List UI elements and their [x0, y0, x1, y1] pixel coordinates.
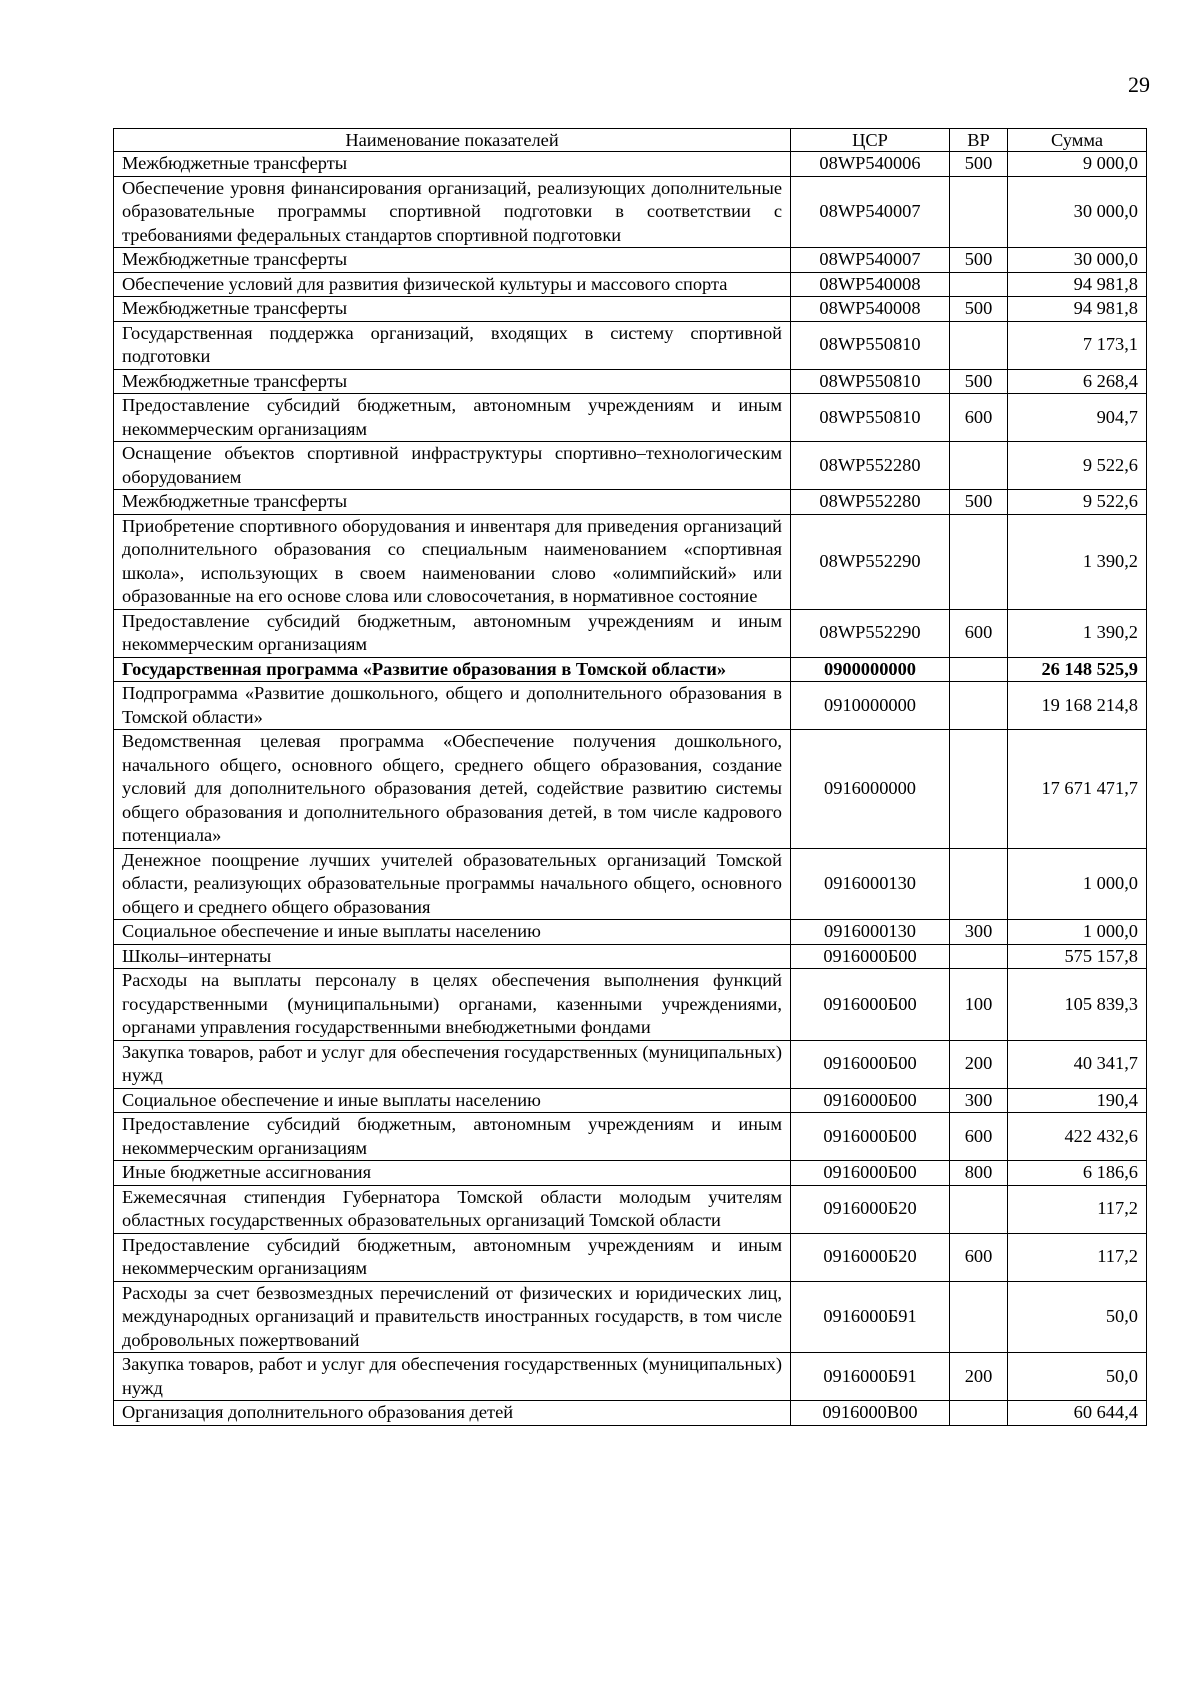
cell-csr: 0916000000 — [791, 730, 950, 849]
table-row — [114, 272, 1147, 297]
cell-sum: 94 981,8 — [1008, 272, 1147, 297]
cell-name: Предоставление субсидий бюджетным, автономным учреждениям и иным некоммерческим организациям — [114, 1113, 791, 1161]
cell-csr: 08WP540007 — [791, 248, 950, 273]
cell-sum: 904,7 — [1008, 394, 1147, 442]
table-row — [114, 920, 1147, 945]
cell-sum: 9 522,6 — [1008, 490, 1147, 515]
cell-name: Закупка товаров, работ и услуг для обеспечения государственных (муниципальных) нужд — [114, 1040, 791, 1088]
cell-vr: 500 — [950, 490, 1008, 515]
cell-vr: 200 — [950, 1353, 1008, 1401]
cell-name: Межбюджетные трансферты — [114, 152, 791, 177]
table-row — [114, 1233, 1147, 1281]
cell-sum: 1 000,0 — [1008, 848, 1147, 920]
table-row — [114, 969, 1147, 1041]
cell-name: Школы–интернаты — [114, 944, 791, 969]
cell-vr: 300 — [950, 920, 1008, 945]
cell-sum: 30 000,0 — [1008, 176, 1147, 248]
cell-csr: 0916000130 — [791, 848, 950, 920]
cell-vr: 100 — [950, 969, 1008, 1041]
cell-sum: 30 000,0 — [1008, 248, 1147, 273]
table-row — [114, 657, 1147, 682]
cell-sum: 9 522,6 — [1008, 442, 1147, 490]
table-row — [114, 1113, 1147, 1161]
cell-csr: 0916000В00 — [791, 1401, 950, 1426]
cell-sum: 40 341,7 — [1008, 1040, 1147, 1088]
cell-vr — [950, 1185, 1008, 1233]
cell-vr — [950, 657, 1008, 682]
cell-name: Подпрограмма «Развитие дошкольного, общего и дополнительного образования в Томской области» — [114, 682, 791, 730]
cell-vr: 500 — [950, 297, 1008, 322]
cell-sum: 1 390,2 — [1008, 609, 1147, 657]
cell-sum: 26 148 525,9 — [1008, 657, 1147, 682]
cell-name: Государственная программа «Развитие образования в Томской области» — [114, 657, 791, 682]
table-row — [114, 321, 1147, 369]
cell-csr: 08WP550810 — [791, 321, 950, 369]
cell-vr: 500 — [950, 369, 1008, 394]
cell-vr: 500 — [950, 248, 1008, 273]
cell-sum: 7 173,1 — [1008, 321, 1147, 369]
header-name: Наименование показателей — [114, 129, 791, 152]
cell-name: Обеспечение уровня финансирования организаций, реализующих дополнительные образовательные программы спортивной подготовки в соответствии с требованиями федеральных стандартов спортивной подготовки — [114, 176, 791, 248]
cell-name: Обеспечение условий для развития физической культуры и массового спорта — [114, 272, 791, 297]
cell-csr: 0916000Б00 — [791, 1040, 950, 1088]
cell-sum: 422 432,6 — [1008, 1113, 1147, 1161]
table-row — [114, 609, 1147, 657]
header-csr: ЦСР — [791, 129, 950, 152]
cell-sum: 190,4 — [1008, 1088, 1147, 1113]
cell-vr — [950, 176, 1008, 248]
cell-name: Приобретение спортивного оборудования и инвентаря для приведения организаций дополнительного образования со специальным наименованием «спортивная школа», использующих в своем наименовании слово «олимпийский» или образованные на его основе слова или словосочетания, в нормативное состояние — [114, 514, 791, 609]
cell-csr: 08WP552280 — [791, 442, 950, 490]
cell-csr: 0900000000 — [791, 657, 950, 682]
cell-name: Иные бюджетные ассигнования — [114, 1161, 791, 1186]
table-row — [114, 1040, 1147, 1088]
budget-table — [113, 128, 1147, 1426]
cell-vr — [950, 272, 1008, 297]
cell-sum: 9 000,0 — [1008, 152, 1147, 177]
table-header-row — [114, 129, 1147, 152]
table-row — [114, 490, 1147, 515]
cell-sum: 6 268,4 — [1008, 369, 1147, 394]
cell-csr: 08WP540006 — [791, 152, 950, 177]
cell-name: Организация дополнительного образования детей — [114, 1401, 791, 1426]
cell-vr: 600 — [950, 394, 1008, 442]
cell-name: Расходы на выплаты персоналу в целях обеспечения выполнения функций государственными (муниципальными) органами, казенными учреждениями, органами управления государственными внебюджетными фондами — [114, 969, 791, 1041]
table-row — [114, 442, 1147, 490]
cell-csr: 0916000Б91 — [791, 1281, 950, 1353]
cell-csr: 08WP552290 — [791, 609, 950, 657]
table-row — [114, 369, 1147, 394]
header-vr: ВР — [950, 129, 1008, 152]
cell-csr: 0916000130 — [791, 920, 950, 945]
cell-vr: 200 — [950, 1040, 1008, 1088]
table-row — [114, 514, 1147, 609]
cell-sum: 575 157,8 — [1008, 944, 1147, 969]
table-body — [114, 152, 1147, 1426]
cell-vr — [950, 1401, 1008, 1426]
table-row — [114, 248, 1147, 273]
cell-sum: 117,2 — [1008, 1185, 1147, 1233]
header-sum: Сумма — [1008, 129, 1147, 152]
cell-csr: 0916000Б00 — [791, 969, 950, 1041]
table-row — [114, 1281, 1147, 1353]
cell-name: Предоставление субсидий бюджетным, автономным учреждениям и иным некоммерческим организациям — [114, 394, 791, 442]
table-row — [114, 152, 1147, 177]
cell-sum: 50,0 — [1008, 1281, 1147, 1353]
cell-csr: 0916000Б00 — [791, 1088, 950, 1113]
cell-sum: 60 644,4 — [1008, 1401, 1147, 1426]
cell-vr — [950, 682, 1008, 730]
cell-csr: 08WP540007 — [791, 176, 950, 248]
cell-name: Межбюджетные трансферты — [114, 248, 791, 273]
cell-vr: 300 — [950, 1088, 1008, 1113]
cell-csr: 0916000Б00 — [791, 1113, 950, 1161]
cell-sum: 19 168 214,8 — [1008, 682, 1147, 730]
cell-sum: 50,0 — [1008, 1353, 1147, 1401]
table-row — [114, 1401, 1147, 1426]
cell-csr: 0916000Б20 — [791, 1185, 950, 1233]
table-row — [114, 176, 1147, 248]
cell-csr: 0910000000 — [791, 682, 950, 730]
cell-sum: 1 390,2 — [1008, 514, 1147, 609]
cell-sum: 6 186,6 — [1008, 1161, 1147, 1186]
cell-vr: 600 — [950, 1113, 1008, 1161]
cell-csr: 08WP550810 — [791, 369, 950, 394]
table-row — [114, 848, 1147, 920]
cell-name: Межбюджетные трансферты — [114, 297, 791, 322]
cell-csr: 0916000Б91 — [791, 1353, 950, 1401]
cell-sum: 17 671 471,7 — [1008, 730, 1147, 849]
cell-vr — [950, 848, 1008, 920]
table-row — [114, 1185, 1147, 1233]
cell-name: Оснащение объектов спортивной инфраструктуры спортивно–технологическим оборудованием — [114, 442, 791, 490]
cell-vr: 600 — [950, 609, 1008, 657]
table-row — [114, 297, 1147, 322]
table-row — [114, 730, 1147, 849]
cell-vr: 600 — [950, 1233, 1008, 1281]
cell-sum: 94 981,8 — [1008, 297, 1147, 322]
cell-name: Межбюджетные трансферты — [114, 490, 791, 515]
cell-name: Закупка товаров, работ и услуг для обеспечения государственных (муниципальных) нужд — [114, 1353, 791, 1401]
cell-csr: 08WP540008 — [791, 297, 950, 322]
cell-sum: 1 000,0 — [1008, 920, 1147, 945]
cell-name: Предоставление субсидий бюджетным, автономным учреждениям и иным некоммерческим организациям — [114, 1233, 791, 1281]
cell-name: Межбюджетные трансферты — [114, 369, 791, 394]
cell-sum: 105 839,3 — [1008, 969, 1147, 1041]
cell-vr — [950, 321, 1008, 369]
page-number: 29 — [1128, 72, 1150, 97]
cell-csr: 08WP552290 — [791, 514, 950, 609]
cell-vr — [950, 944, 1008, 969]
cell-name: Социальное обеспечение и иные выплаты населению — [114, 1088, 791, 1113]
cell-name: Ведомственная целевая программа «Обеспечение получения дошкольного, начального общего, основного общего, среднего общего образования, создание условий для дополнительного образования детей, содействие развитию системы общего образования и дополнительного образования детей, в том числе кадрового потенциала» — [114, 730, 791, 849]
cell-name: Денежное поощрение лучших учителей образовательных организаций Томской области, реализующих образовательные программы начального общего, основного общего и среднего общего образования — [114, 848, 791, 920]
table-row — [114, 394, 1147, 442]
cell-name: Социальное обеспечение и иные выплаты населению — [114, 920, 791, 945]
cell-csr: 0916000Б20 — [791, 1233, 950, 1281]
table-row — [114, 682, 1147, 730]
cell-vr — [950, 730, 1008, 849]
cell-csr: 08WP552280 — [791, 490, 950, 515]
table-row — [114, 1088, 1147, 1113]
cell-name: Расходы за счет безвозмездных перечислений от физических и юридических лиц, международных организаций и правительств иностранных государств, в том числе добровольных пожертвований — [114, 1281, 791, 1353]
cell-csr: 08WP550810 — [791, 394, 950, 442]
cell-name: Ежемесячная стипендия Губернатора Томской области молодым учителям областных государственных образовательных организаций Томской области — [114, 1185, 791, 1233]
table-row — [114, 1353, 1147, 1401]
cell-name: Государственная поддержка организаций, входящих в систему спортивной подготовки — [114, 321, 791, 369]
cell-csr: 0916000Б00 — [791, 1161, 950, 1186]
cell-vr: 500 — [950, 152, 1008, 177]
cell-csr: 08WP540008 — [791, 272, 950, 297]
cell-sum: 117,2 — [1008, 1233, 1147, 1281]
cell-vr — [950, 442, 1008, 490]
cell-vr: 800 — [950, 1161, 1008, 1186]
table-row — [114, 944, 1147, 969]
table-row — [114, 1161, 1147, 1186]
cell-vr — [950, 514, 1008, 609]
cell-vr — [950, 1281, 1008, 1353]
cell-csr: 0916000Б00 — [791, 944, 950, 969]
cell-name: Предоставление субсидий бюджетным, автономным учреждениям и иным некоммерческим организациям — [114, 609, 791, 657]
